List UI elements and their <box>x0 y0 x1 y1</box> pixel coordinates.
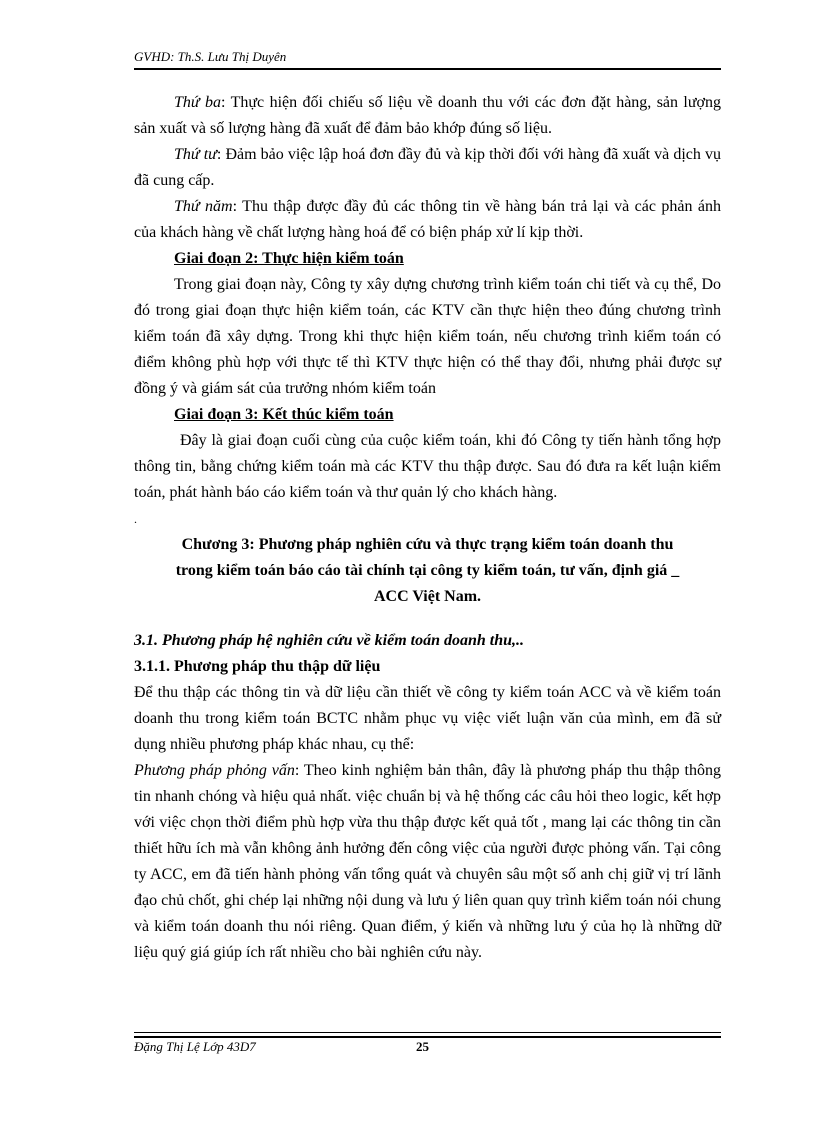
interview-paragraph <box>134 758 721 966</box>
header-supervisor: GVHD: Th.S. Lưu Thị Duyên <box>134 49 287 64</box>
label-thu-tu: Thứ tư <box>174 146 217 163</box>
interview-label: Phương pháp phỏng vấn <box>134 762 295 779</box>
page-body <box>134 90 721 966</box>
subsection-title: 3.1.1. Phương pháp thu thập dữ liệu <box>134 658 381 675</box>
intro-paragraph: Để thu thập các thông tin và dữ liệu cần thiết về công ty kiểm toán ACC và về kiểm toán doanh thu trong kiểm toán BCTC nhằm phục vụ việc viết luận văn của mình, em đã sử dụng nhiều phương pháp khác nhau, cụ thể: <box>134 684 721 753</box>
page-number: 25 <box>416 1039 429 1054</box>
stage2-heading: Giai đoạn 2: Thực hiện kiểm toán <box>174 250 404 267</box>
chapter-title <box>134 532 721 610</box>
interview-text: : Theo kinh nghiệm bản thân, đây là phương pháp thu thập thông tin nhanh chóng và hiệu quả nhất. việc chuẩn bị và hệ thống các câu hỏi theo logic, kết hợp với việc chọn thời điểm phù hợp vừa thu thập được kết quả tốt , mang lại các thông tin cần thiết hữu ích mà vẫn không ảnh hưởng đến công việc của người được phỏng vấn. Tại công ty ACC, em đã tiến hành phỏng vấn tổng quát và chuyên sâu một số anh chị giữ vị trí lãnh đạo chủ chốt, ghi chép lại những nội dung và lưu ý liên quan quy trình kiểm toán nói chung và kiểm toán doanh thu nói riêng. Quan điểm, ý kiến và những lưu ý của họ là những dữ liệu quý giá giúp ích rất nhiều cho bài nghiên cứu này. <box>134 762 722 961</box>
stray-dot: . <box>134 512 137 526</box>
chapter-title-line2: trong kiểm toán báo cáo tài chính tại công ty kiểm toán, tư vấn, định giá _ <box>175 562 680 579</box>
section-title: 3.1. Phương pháp hệ nghiên cứu về kiểm toán doanh thu,.. <box>134 632 525 649</box>
stage2-paragraph: Trong giai đoạn này, Công ty xây dựng chương trình kiểm toán chi tiết và cụ thể, Do đó trong giai đoạn thực hiện kiểm toán, các KTV cần thực hiện theo đúng chương trình kiểm toán đã xây dựng. Trong khi thực hiện kiểm toán, nếu chương trình kiểm toán có điểm không phù hợp với thực tế thì KTV thực hiện có thể thay đổi, nhưng phải được sự đồng ý và giám sát của trưởng nhóm kiểm toán <box>134 276 721 397</box>
footer-rule <box>134 1036 721 1038</box>
stage3-heading: Giai đoạn 3: Kết thúc kiểm toán <box>174 406 394 423</box>
stage3-paragraph: Đây là giai đoạn cuối cùng của cuộc kiểm toán, khi đó Công ty tiến hành tổng hợp thông tin, bằng chứng kiểm toán mà các KTV thu thập được. Sau đó đưa ra kết luận kiểm toán, phát hành báo cáo kiểm toán và thư quản lý cho khách hàng. <box>134 432 721 501</box>
footer-author: Đặng Thị Lệ Lớp 43D7 <box>134 1039 256 1054</box>
text-thu-ba: : Thực hiện đối chiếu số liệu về doanh thu với các đơn đặt hàng, sản lượng sản xuất và số lượng hàng đã xuất để đảm bảo khớp đúng số liệu. <box>134 94 722 137</box>
text-thu-nam: : Thu thập được đầy đủ các thông tin về hàng bán trả lại và các phản ánh của khách hàng về chất lượng hàng hoá để có biện pháp xử lí kịp thời. <box>134 198 722 241</box>
paragraph-thu-tu <box>134 142 721 194</box>
label-thu-ba: Thứ ba <box>174 94 222 111</box>
stage3-heading-line <box>134 402 721 428</box>
paragraph-thu-nam <box>134 194 721 246</box>
chapter-title-line3: ACC Việt Nam. <box>373 588 482 605</box>
text-thu-tu: : Đảm bảo việc lập hoá đơn đầy đủ và kịp thời đối với hàng đã xuất và dịch vụ đã cung cấp. <box>134 146 722 189</box>
stage2-heading-line <box>134 246 721 272</box>
paragraph-thu-ba <box>134 90 721 142</box>
page-header <box>134 48 721 70</box>
label-thu-nam: Thứ năm <box>174 198 233 215</box>
chapter-title-line1: Chương 3: Phương pháp nghiên cứu và thực trạng kiểm toán doanh thu <box>181 536 674 553</box>
page-footer <box>134 1032 721 1063</box>
